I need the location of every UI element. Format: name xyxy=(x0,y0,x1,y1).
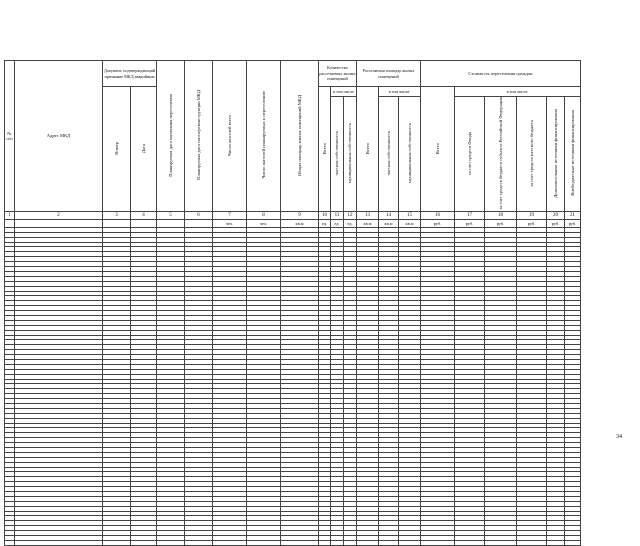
col-num-12: 12 xyxy=(344,211,357,219)
col-cost xyxy=(421,61,581,87)
col-num-1: 1 xyxy=(5,211,15,219)
table-cell xyxy=(331,540,344,545)
unit-9: кв.м xyxy=(281,219,319,227)
col-num-6: 6 xyxy=(185,211,213,219)
unit-17: руб. xyxy=(455,219,485,227)
col-num-17: 17 xyxy=(455,211,485,219)
col-num-9: 9 xyxy=(281,211,319,219)
col-num-7: 7 xyxy=(213,211,247,219)
col-num-19: 19 xyxy=(517,211,547,219)
header-area-resettled: Расселяемая площадь жилых помещений xyxy=(362,68,415,79)
header-residents-count: Число жителей всего xyxy=(226,114,232,156)
table-row xyxy=(5,540,581,545)
col-planned-end xyxy=(157,61,185,212)
col-num-5: 5 xyxy=(157,211,185,219)
col-area-incl xyxy=(379,87,421,97)
unit-3 xyxy=(103,219,131,227)
unit-6 xyxy=(185,219,213,227)
unit-16: руб. xyxy=(421,219,455,227)
header-rooms-count: Количество расселяемых жилых помещений xyxy=(319,65,356,82)
table-cell xyxy=(103,540,131,545)
units-row xyxy=(5,219,581,227)
header-area-municipal: муниципальная собственность xyxy=(406,123,412,184)
unit-13: кв.м xyxy=(357,219,379,227)
table-cell xyxy=(399,540,421,545)
header-date: Дата xyxy=(140,143,146,153)
col-num-13: 13 xyxy=(357,211,379,219)
header-extra: Дополнительные источники финансирования xyxy=(552,108,558,198)
table-cell xyxy=(131,540,157,545)
col-date xyxy=(131,87,157,212)
header-area-total: Всего xyxy=(364,142,370,154)
col-num-4: 4 xyxy=(131,211,157,219)
unit-8: чел. xyxy=(247,219,281,227)
col-number xyxy=(103,87,131,212)
col-num-10: 10 xyxy=(319,211,331,219)
col-cost-incl xyxy=(455,87,581,97)
col-document xyxy=(103,61,157,87)
col-nonbudget xyxy=(565,97,581,212)
unit-18: руб. xyxy=(485,219,517,227)
header-rooms-incl: в том числе xyxy=(333,88,354,94)
table-cell xyxy=(185,540,213,545)
table-cell xyxy=(421,540,455,545)
header-planned-end: Планируемая дата окончания переселения xyxy=(167,93,173,177)
resettlement-table xyxy=(4,60,581,546)
col-residents-count xyxy=(213,61,247,212)
unit-15: кв.м xyxy=(399,219,421,227)
header-residents-planned: Число жителей планируемых к переселению xyxy=(260,91,266,180)
col-area-resettled xyxy=(357,61,421,87)
col-address xyxy=(15,61,103,212)
table-cell xyxy=(213,540,247,545)
col-rooms-incl xyxy=(331,87,357,97)
header-rooms-municipal: муниципальная собственность xyxy=(347,123,353,184)
unit-2 xyxy=(15,219,103,227)
header-area-private: частная собственность xyxy=(385,130,391,176)
table-cell xyxy=(15,540,103,545)
col-rooms-private xyxy=(331,97,344,212)
header-nonbudget: Внебюджетные источники финансирования xyxy=(569,110,575,197)
header-fund: за счет средств Фонда xyxy=(466,131,472,175)
resettlement-table-sheet xyxy=(4,60,581,546)
table-cell xyxy=(357,540,379,545)
header-cost-incl: в том числе: xyxy=(506,88,529,94)
unit-11: ед. xyxy=(331,219,344,227)
table-cell xyxy=(247,540,281,545)
col-area-municipal xyxy=(399,97,421,212)
header-area-incl: в том числе: xyxy=(388,88,411,94)
header-address: Адрес МКД xyxy=(46,133,71,139)
col-extra xyxy=(547,97,565,212)
col-fund xyxy=(455,97,485,212)
header-total-area: Общая площадь жилых помещений МКД xyxy=(296,94,302,176)
header-planned-demolition: Планируемая дата сноса/реконструкции МКД xyxy=(195,90,201,181)
col-area-private xyxy=(379,97,399,212)
col-residents-planned xyxy=(247,61,281,212)
col-num-2: 2 xyxy=(15,211,103,219)
col-total-area xyxy=(281,61,319,212)
col-num-8: 8 xyxy=(247,211,281,219)
column-number-row xyxy=(5,211,581,219)
header-rooms-private: частная собственность xyxy=(334,130,340,176)
col-num-16: 16 xyxy=(421,211,455,219)
col-rooms xyxy=(319,61,357,87)
col-rooms-municipal xyxy=(344,97,357,212)
table-cell xyxy=(319,540,331,545)
col-num-21: 21 xyxy=(565,211,581,219)
table-cell xyxy=(281,540,319,545)
header-rooms-total: Всего xyxy=(321,142,327,154)
col-num-20: 20 xyxy=(547,211,565,219)
col-cost-total xyxy=(421,87,455,212)
table-cell xyxy=(485,540,517,545)
table-cell xyxy=(517,540,547,545)
unit-14: кв.м xyxy=(379,219,399,227)
col-num-14: 14 xyxy=(379,211,399,219)
header-document: Документ, подтверждающий признание МКД аварийным xyxy=(103,68,156,79)
col-planned-demolition xyxy=(185,61,213,212)
unit-12: ед. xyxy=(344,219,357,227)
unit-10: ед. xyxy=(319,219,331,227)
col-no xyxy=(5,61,15,212)
header-local: за счет средств местного бюджета xyxy=(528,119,534,187)
table-cell xyxy=(379,540,399,545)
table-cell xyxy=(157,540,185,545)
table-cell xyxy=(5,540,15,545)
header-number: Номер xyxy=(113,141,119,155)
table-cell xyxy=(344,540,357,545)
unit-4 xyxy=(131,219,157,227)
col-num-11: 11 xyxy=(331,211,344,219)
col-rooms-total xyxy=(319,87,331,212)
unit-1 xyxy=(5,219,15,227)
table-cell xyxy=(565,540,581,545)
header-regional: за счет средств бюджета субъекта Российской Федерации xyxy=(497,97,503,210)
unit-20: руб. xyxy=(547,219,565,227)
page-number: 34 xyxy=(616,434,622,440)
header-cost: Стоимость переселения граждан xyxy=(468,70,533,76)
unit-5 xyxy=(157,219,185,227)
table-cell xyxy=(455,540,485,545)
col-local xyxy=(517,97,547,212)
unit-21: руб. xyxy=(565,219,581,227)
header-cost-total: Всего xyxy=(434,142,440,154)
col-area-total xyxy=(357,87,379,212)
col-num-18: 18 xyxy=(485,211,517,219)
col-regional xyxy=(485,97,517,212)
unit-7: чел. xyxy=(213,219,247,227)
col-num-15: 15 xyxy=(399,211,421,219)
col-num-3: 3 xyxy=(103,211,131,219)
unit-19: руб. xyxy=(517,219,547,227)
table-cell xyxy=(547,540,565,545)
header-no: № п/п xyxy=(6,130,13,141)
